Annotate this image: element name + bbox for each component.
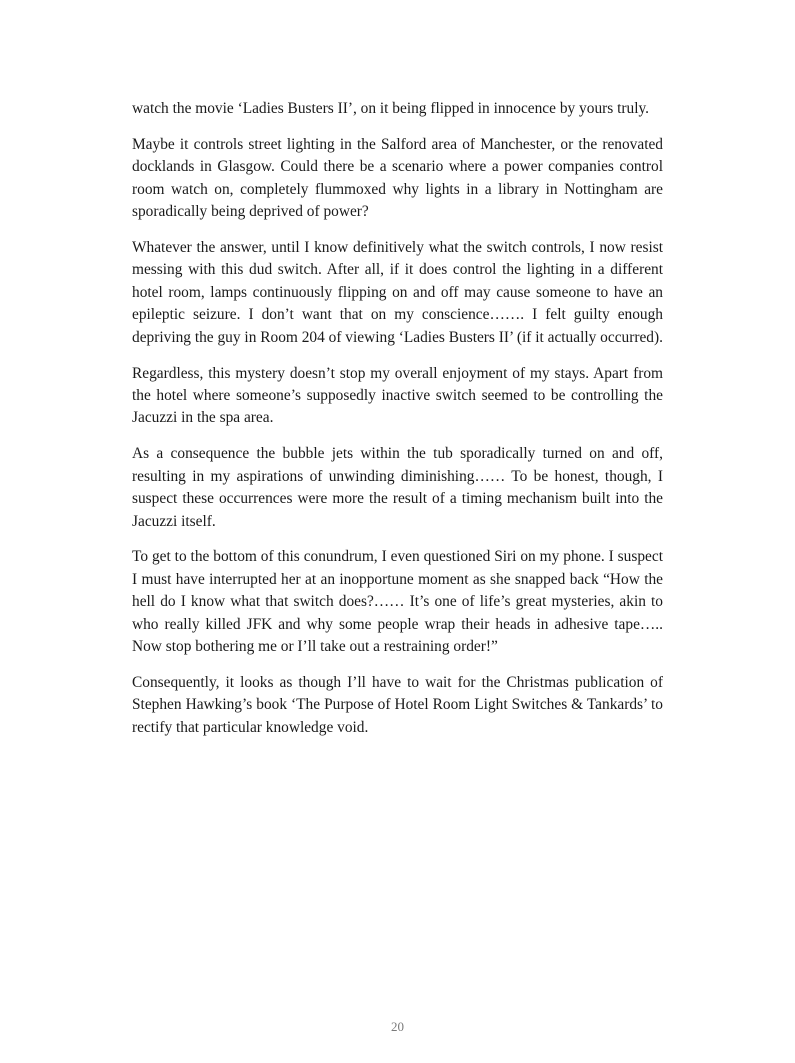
paragraph: As a consequence the bubble jets within the tub sporadically turned on and off, resulting in my aspirations of unwinding diminishing…… To be honest, though, I suspect these occurrences were more the result of a timing mechanism built into the Jacuzzi itself. (132, 445, 663, 530)
page-number: 20 (391, 1019, 404, 1034)
paragraph: Regardless, this mystery doesn’t stop my overall enjoyment of my stays. Apart from the hotel where someone’s supposedly inactive switch seemed to be controlling the Jacuzzi in the spa area. (132, 364, 663, 427)
paragraph: Maybe it controls street lighting in the Salford area of Manchester, or the renovated docklands in Glasgow. Could there be a scenario where a power companies control room watch on, completely flummoxed why lights in a library in Nottingham are sporadically being deprived of power? (132, 135, 663, 221)
paragraph: watch the movie ‘Ladies Busters II’, on it being flipped in innocence by yours truly. (132, 100, 650, 117)
paragraph: To get to the bottom of this conundrum, I even questioned Siri on my phone. I suspect I must have interrupted her at an inopportune moment as she snapped back “How the hell do I know what that switch does?…… It’s one of life’s great mysteries, akin to who really killed JFK and why some people wrap their heads in adhesive tape….. Now stop bothering me or I’ll take out a restraining order!” (132, 548, 663, 656)
paragraph: Consequently, it looks as though I’ll have to wait for the Christmas publication of Stephen Hawking’s book ‘The Purpose of Hotel Room Light Switches & Tankards’ to rectify that particular knowledge void. (132, 673, 663, 736)
body-text (132, 98, 663, 753)
paragraph: Whatever the answer, until I know definitively what the switch controls, I now resist messing with this dud switch. After all, if it does control the lighting in a different hotel room, lamps continuously flipping on and off may cause someone to have an epileptic seizure. I don’t want that on my conscience……. I felt guilty enough depriving the guy in Room 204 of viewing ‘Ladies Busters II’ (if it actually occurred). (132, 239, 663, 346)
